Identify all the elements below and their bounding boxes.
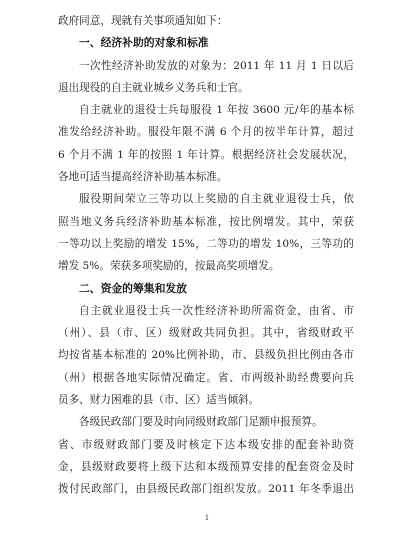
section2-paragraph-2 [58, 411, 354, 500]
section-heading-1: 一、经济补助的对象和标准 [79, 36, 209, 50]
section2-paragraph-1 [58, 300, 354, 411]
text-line: 准发给经济补助。服役年限不满 6 个月的按半年计算，超过 [58, 126, 354, 139]
text-line: 一次性经济补助发放的对象为：2011 年 11 月 1 日以后 [79, 59, 354, 72]
section1-paragraph-2 [58, 99, 354, 188]
text-line: 增发 5%。荣获多项奖励的，按最高奖项增发。 [58, 260, 280, 273]
text-line: 照当地义务兵经济补助基本标准，按比例增发。其中，荣获 [58, 215, 354, 228]
section-heading-2: 二、资金的筹集和发放 [79, 281, 187, 295]
text-line: 员多、财力困难的县（市、区）适当倾斜。 [58, 394, 260, 407]
text-line: 一等功以上奖励的增发 15%，二等功的增发 10%，三等功的 [58, 237, 354, 250]
text-line: 金，县级财政要将上级下达和本级预算安排的配套资金及时 [58, 460, 354, 473]
text-line: 拨付民政部门，由县级民政部门组织发放。2011 年冬季退出 [58, 483, 354, 496]
text-line: （州）、县（市、区）级财政共同负担。其中，省级财政平 [58, 327, 354, 340]
text-line: （州）根据各地实际情况确定。省、市两级补助经费要向兵 [58, 371, 354, 384]
text-line: 退出现役的自主就业城乡义务兵和士官。 [58, 81, 249, 94]
intro-line: 政府同意，现就有关事项通知如下： [58, 15, 228, 27]
document-body [58, 10, 354, 501]
text-line: 各级民政部门要及时向同级财政部门足额申报预算。 [79, 416, 323, 429]
text-line: 均按省基本标准的 20%比例补助，市、县级负担比例由各市 [58, 349, 354, 362]
section1-paragraph-1 [58, 55, 354, 100]
page-number: 1 [204, 514, 210, 522]
text-line: 省、市级财政部门要及时核定下达本级安排的配套补助资 [58, 438, 354, 451]
text-line: 服役期间荣立三等功以上奖励的自主就业退役士兵，依 [79, 193, 354, 206]
text-line: 自主就业退役士兵一次性经济补助所需资金，由省、市 [79, 304, 354, 317]
text-line: 6 个月不满 1 年的按照 1 年计算。根据经济社会发展状况， [58, 148, 354, 161]
text-line: 自主就业的退役士兵每服役 1 年按 3600 元/年的基本标 [79, 104, 354, 117]
section1-paragraph-3 [58, 188, 354, 277]
text-line: 各地可适当提高经济补助基本标准。 [58, 171, 228, 184]
